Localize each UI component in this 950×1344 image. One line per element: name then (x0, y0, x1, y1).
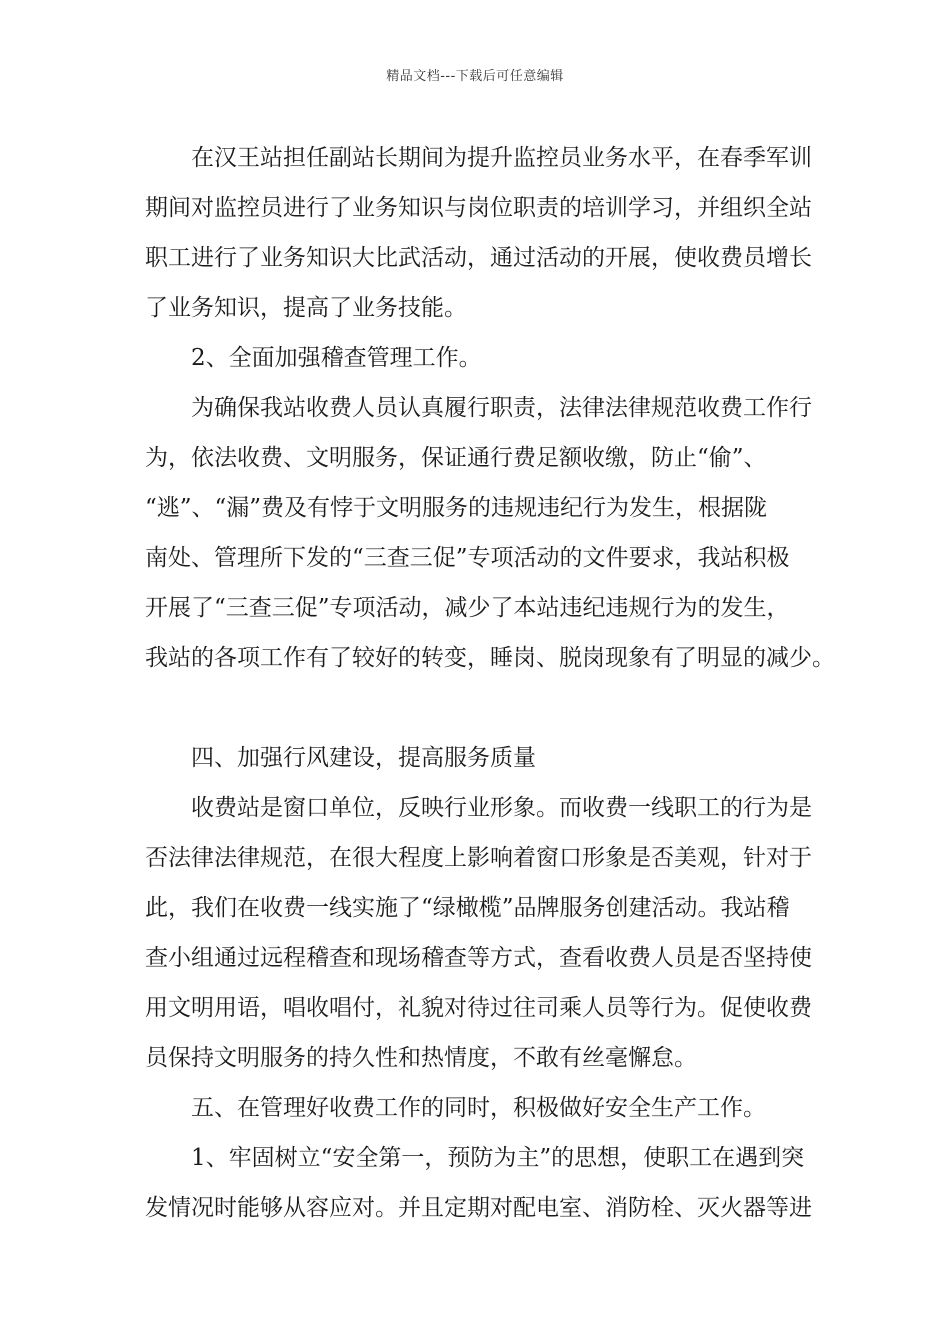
paragraph-spacer (145, 683, 835, 733)
text-line: 否法律法律规范，在很大程度上影响着窗口形象是否美观，针对于 (145, 845, 812, 871)
paragraph-audit (145, 383, 835, 683)
text-line: 查小组通过远程稽查和现场稽查等方式，查看收费人员是否坚持使 (145, 945, 812, 971)
text-line: 发情况时能够从容应对。并且定期对配电室、消防栓、灭火器等进 (145, 1195, 812, 1221)
text-line: 了业务知识，提高了业务技能。 (145, 295, 467, 321)
text-line: 此，我们在收费一线实施了“绿橄榄”品牌服务创建活动。我站稽 (145, 895, 790, 921)
text-line: 用文明用语，唱收唱付，礼貌对待过往司乘人员等行为。促使收费 (145, 995, 812, 1021)
paragraph-training (145, 133, 835, 333)
text-line: 1、牢固树立“安全第一，预防为主”的思想，使职工在遇到突 (191, 1145, 805, 1171)
paragraph-safety (145, 1133, 835, 1233)
document-body (145, 133, 835, 1233)
text-line: 职工进行了业务知识大比武活动，通过活动的开展，使收费员增长 (145, 245, 812, 271)
paragraph-heading-service (145, 733, 835, 783)
text-line: 员保持文明服务的持久性和热情度，不敢有丝毫懈怠。 (145, 1045, 697, 1071)
paragraph-service (145, 783, 835, 1083)
text-line: 在汉王站担任副站长期间为提升监控员业务水平，在春季军训 (191, 145, 812, 171)
text-line: 南处、管理所下发的“三查三促”专项活动的文件要求，我站积极 (145, 545, 790, 571)
text-line: 开展了“三查三促”专项活动，减少了本站违纪违规行为的发生， (145, 595, 790, 621)
paragraph-heading-safety (145, 1083, 835, 1133)
paragraph-heading-audit (145, 333, 835, 383)
text-line: 四、加强行风建设，提高服务质量 (191, 745, 536, 771)
text-line: 2、全面加强稽查管理工作。 (191, 345, 482, 371)
page-header: 精品文档---下载后可任意编辑 (386, 69, 564, 84)
text-line: “逃”、“漏”费及有悖于文明服务的违规违纪行为发生，根据陇 (145, 495, 768, 521)
text-line: 五、在管理好收费工作的同时，积极做好安全生产工作。 (191, 1095, 766, 1121)
text-line: 期间对监控员进行了业务知识与岗位职责的培训学习，并组织全站 (145, 195, 812, 221)
text-line: 收费站是窗口单位，反映行业形象。而收费一线职工的行为是 (191, 795, 812, 821)
text-line: 我站的各项工作有了较好的转变，睡岗、脱岗现象有了明显的减少。 (145, 645, 835, 671)
text-line: 为，依法收费、文明服务，保证通行费足额收缴，防止“偷”、 (145, 445, 767, 471)
text-line: 为确保我站收费人员认真履行职责，法律法律规范收费工作行 (191, 395, 812, 421)
